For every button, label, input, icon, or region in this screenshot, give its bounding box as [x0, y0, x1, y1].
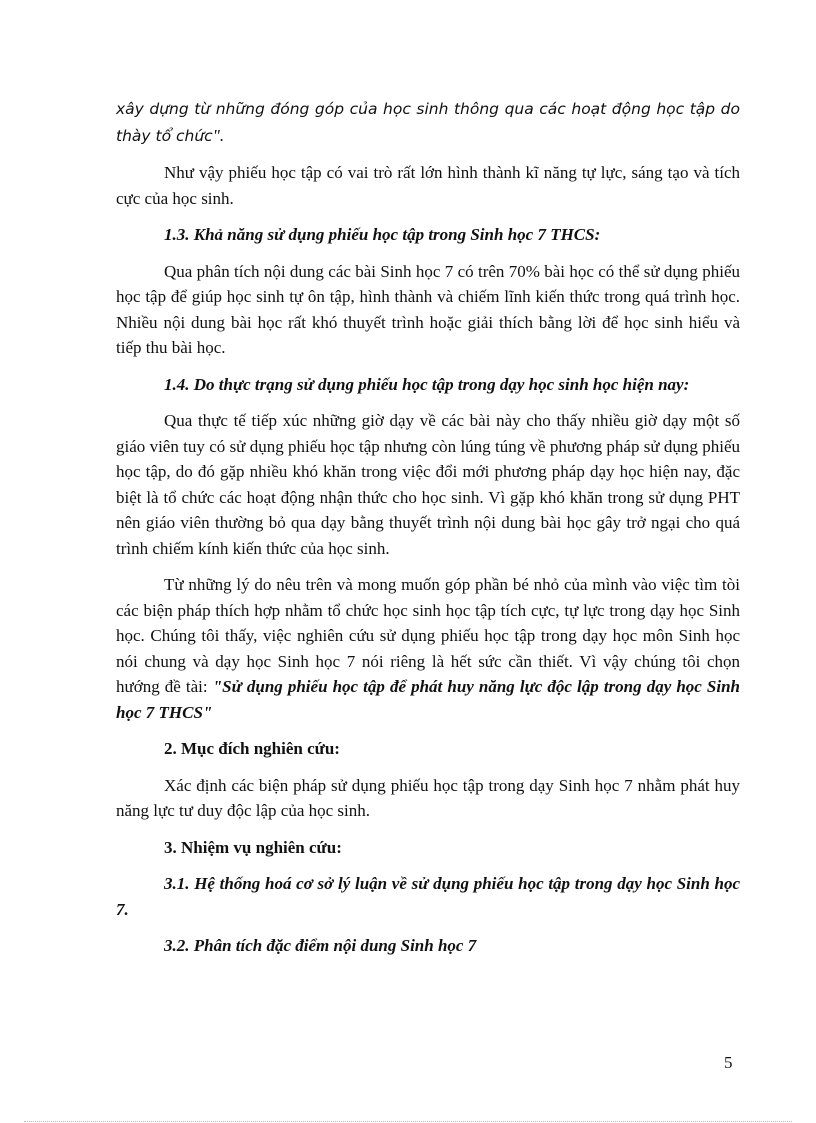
paragraph-purpose: Xác định các biện pháp sử dụng phiếu học tập trong dạy Sinh học 7 nhằm phát huy năng lực tư duy độc lập của học sinh. — [116, 775, 740, 820]
topic-title: "Sử dụng phiếu học tập để phát huy năng lực độc lập trong dạy học Sinh học 7 THCS" — [116, 677, 740, 722]
paragraph-reality: Qua thực tế tiếp xúc những giờ dạy về các bài này cho thấy nhiều giờ dạy một số giáo viên tuy có sử dụng phiếu học tập nhưng còn lúng túng về phương pháp sử dụng phiếu học tập, do đó gặp nhiều khó khăn trong việc đổi mới phương pháp dạy học hiện nay, đặc biệt là tổ chức các hoạt động nhận thức cho học sinh. Vì gặp khó khăn trong sử dụng PHT nên giáo viên thường bỏ qua dạy bằng thuyết trình nội dung bài học gây trở ngại cho quá trình chiếm kính kiến thức của học sinh. — [116, 411, 740, 558]
quote-text: xây dựng từ những đóng góp của học sinh thông qua các hoạt động học tập do thày tổ chức — [116, 100, 740, 145]
reasons-text: Từ những lý do nêu trên và mong muốn góp phần bé nhỏ của mình vào việc tìm tòi các biện pháp thích hợp nhằm tổ chức học sinh học tập tích cực, tự lực trong dạy học Sinh học. Chúng tôi thấy, việc nghiên cứu sử dụng phiếu học tập trong dạy học môn Sinh học nói chung và dạy học Sinh học 7 nói riêng là hết sức cần thiết. Vì vậy chúng tôi chọn hướng đề tài: — [116, 575, 740, 696]
heading-3-1: 3.1. Hệ thống hoá cơ sở lý luận về sử dụng phiếu học tập trong dạy học Sinh học 7. — [116, 874, 740, 919]
quote-close: ". — [212, 125, 225, 145]
section-3-heading: 3. Nhiệm vụ nghiên cứu: — [164, 837, 342, 857]
document-page — [116, 96, 740, 959]
paragraph-reasons — [116, 572, 740, 725]
paragraph-continuation — [116, 96, 740, 149]
heading-1-4: 1.4. Do thực trạng sử dụng phiếu học tập trong dạy học sinh học hiện nay: — [164, 374, 690, 394]
page-bottom-divider — [24, 1121, 792, 1122]
page-number: 5 — [724, 1053, 733, 1072]
paragraph-role-of-worksheet: Như vậy phiếu học tập có vai trò rất lớn hình thành kĩ năng tự lực, sáng tạo và tích cực của học sinh. — [116, 163, 740, 208]
section-2-heading: 2. Mục đích nghiên cứu: — [164, 739, 340, 758]
heading-1-3: 1.3. Khả năng sử dụng phiếu học tập trong Sinh học 7 THCS: — [164, 225, 601, 244]
paragraph-analysis: Qua phân tích nội dung các bài Sinh học 7 có trên 70% bài học có thể sử dụng phiếu học tập để giúp học sinh tự ôn tập, hình thành và chiếm lĩnh kiến thức trong quá trình học. Nhiều nội dung bài học rất khó thuyết trình hoặc giải thích bằng lời để học sinh hiểu và tiếp thu bài học. — [116, 261, 740, 357]
heading-3-2: 3.2. Phân tích đặc điểm nội dung Sinh học 7 — [164, 936, 477, 955]
